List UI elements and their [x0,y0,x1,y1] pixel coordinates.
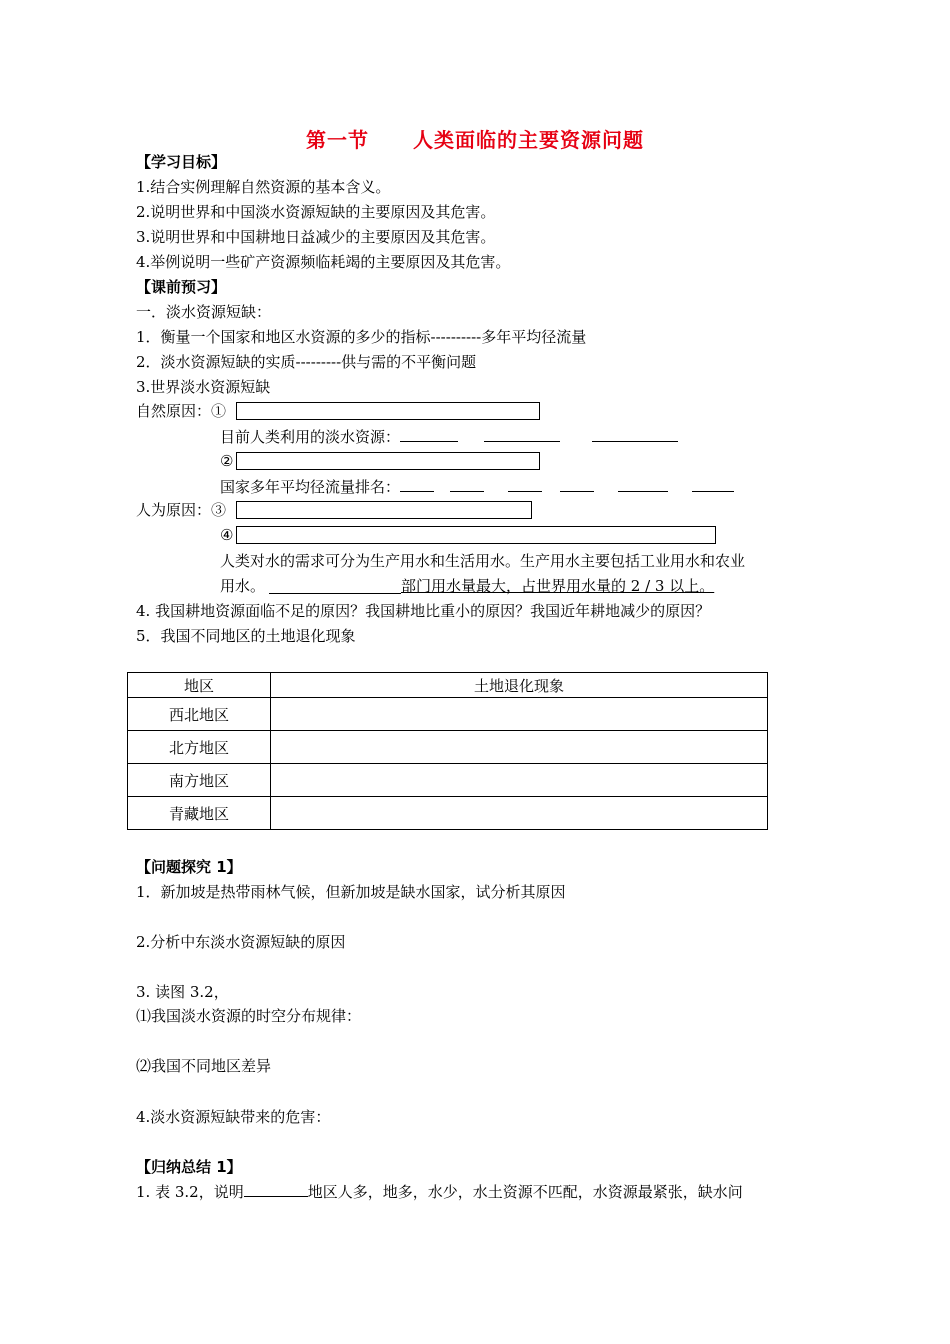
answer-cell[interactable] [271,764,768,797]
fresh-water-line [220,427,678,447]
runoff-line [220,477,734,497]
land-degradation-table [127,672,768,830]
header-region: 地区 [128,673,271,698]
explore-q1: 1．新加坡是热带雨林气候，但新加坡是缺水国家，试分析其原因 [136,883,566,901]
preview-line-1: 1．衡量一个国家和地区水资源的多少的指标----------多年平均径流量 [136,328,587,346]
region-cell: 青藏地区 [128,797,271,830]
explore-heading: 【问题探究 1】 [136,858,242,876]
blank[interactable] [244,1182,308,1197]
paragraph-line-2: 用水。 部门用水量最大，占世界用水量的 2 / 3 以上。 [220,577,715,595]
answer-cell[interactable] [271,698,768,731]
goal-item: 4.举例说明一些矿产资源频临耗竭的主要原因及其危害。 [136,253,511,271]
summary-line-1: 1. 表 3.2，说明 地区人多，地多，水少，水土资源不匹配，水资源最紧张，缺水问 [136,1183,743,1201]
blank[interactable] [450,477,484,492]
explore-q2: 2.分析中东淡水资源短缺的原因 [136,933,346,951]
explore-q3: 3. 读图 3.2， [136,983,229,1001]
question-5: 5．我国不同地区的土地退化现象 [136,627,356,645]
blank[interactable] [692,477,734,492]
table-row [128,698,768,731]
answer-box-1[interactable] [236,402,540,420]
answer-box-3[interactable] [236,501,532,519]
explore-q3a: ⑴我国淡水资源的时空分布规律： [136,1007,362,1025]
fresh-water-label: 目前人类利用的淡水资源： [220,428,401,446]
preview-line-3: 3.世界淡水资源短缺 [136,378,271,396]
preview-line-2: 2．淡水资源短缺的实质---------供与需的不平衡问题 [136,353,477,371]
table-row [128,797,768,830]
goal-item: 1.结合实例理解自然资源的基本含义。 [136,178,391,196]
blank[interactable] [592,427,678,442]
answer-cell[interactable] [271,797,768,830]
blank[interactable] [560,477,594,492]
preview-heading: 【课前预习】 [136,278,227,296]
page-title: 第一节 人类面临的主要资源问题 [306,128,644,152]
region-cell: 北方地区 [128,731,271,764]
table-row [128,764,768,797]
goal-item: 3.说明世界和中国耕地日益减少的主要原因及其危害。 [136,228,496,246]
blank[interactable] [484,427,560,442]
blank[interactable] [400,477,434,492]
table-header-row [128,673,768,698]
explore-q4: 4.淡水资源短缺带来的危害： [136,1108,331,1126]
blank[interactable] [618,477,668,492]
header-phenomenon: 土地退化现象 [271,673,768,698]
natural-cause-label: 自然原因：① [136,402,227,420]
goals-heading: 【学习目标】 [136,153,227,171]
blank[interactable] [508,477,542,492]
blank[interactable] [269,593,401,594]
runoff-label: 国家多年平均径流量排名： [220,478,401,496]
goal-item: 2.说明世界和中国淡水资源短缺的主要原因及其危害。 [136,203,496,221]
answer-box-2[interactable] [236,452,540,470]
blank[interactable] [400,427,458,442]
region-cell: 西北地区 [128,698,271,731]
paragraph-line-1: 人类对水的需求可分为生产用水和生活用水。生产用水主要包括工业用水和农业 [220,552,746,570]
answer-box-4[interactable] [236,526,716,544]
preview-subheading: 一．淡水资源短缺： [136,303,272,321]
explore-q3b: ⑵我国不同地区差异 [136,1057,272,1075]
question-4: 4. 我国耕地资源面临不足的原因？我国耕地比重小的原因？我国近年耕地减少的原因？ [136,602,711,620]
mark-4: ④ [220,526,234,544]
region-cell: 南方地区 [128,764,271,797]
table-row [128,731,768,764]
summary-heading: 【归纳总结 1】 [136,1158,242,1176]
answer-cell[interactable] [271,731,768,764]
mark-2: ② [220,452,234,470]
human-cause-label: 人为原因：③ [136,501,227,519]
